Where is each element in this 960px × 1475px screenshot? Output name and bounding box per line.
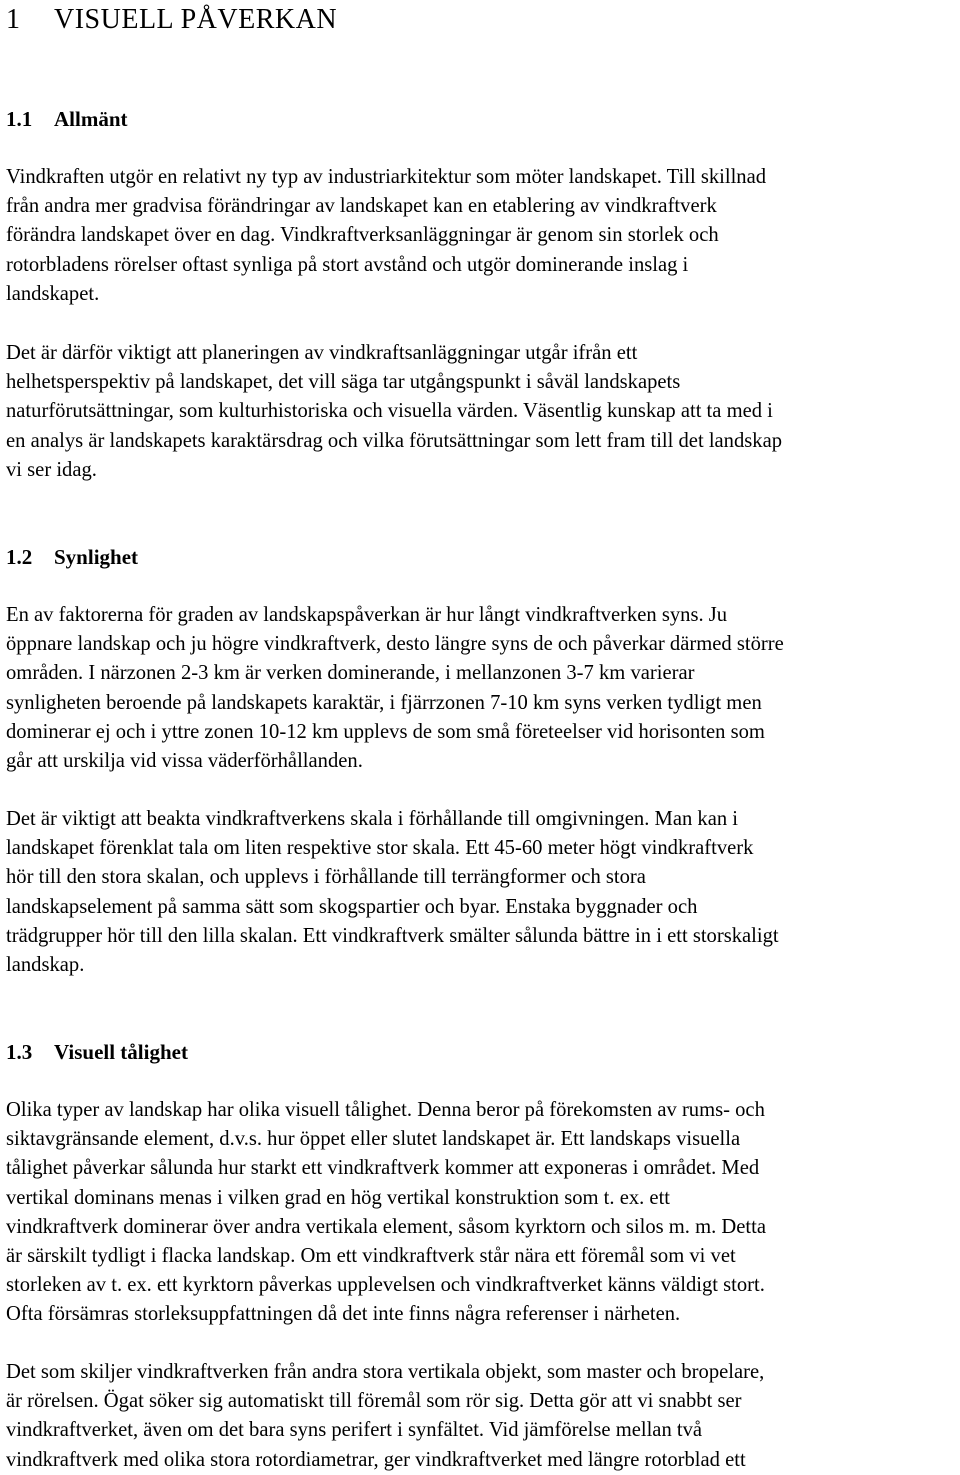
chapter-number: 1 xyxy=(6,4,21,35)
section-heading-allmant xyxy=(6,107,128,132)
text-line: storleken av t. ex. ett kyrktorn påverkas upplevelsen och vindkraftverket känns väldigt stort. xyxy=(6,1274,765,1297)
paragraph xyxy=(6,339,956,485)
paragraph xyxy=(6,1096,956,1330)
paragraph xyxy=(6,1358,956,1475)
text-line: Det är viktigt att beakta vindkraftverkens skala i förhållande till omgivningen. Man kan i xyxy=(6,808,739,830)
text-line: naturförutsättningar, som kulturhistoriska och visuella värden. Väsentlig kunskap att ta med i xyxy=(6,400,773,423)
text-line: landskap. xyxy=(6,954,85,977)
text-line: Ofta försämras storleksuppfattningen då det inte finns några referenser i närheten. xyxy=(6,1303,681,1326)
section-number: 1.3 xyxy=(6,1040,33,1064)
text-line: områden. I närzonen 2-3 km är verken dominerande, i mellanzonen 3-7 km varierar xyxy=(6,662,695,685)
section-heading-visuell-talighet xyxy=(6,1040,188,1065)
paragraph xyxy=(6,163,956,309)
text-line: är särskilt tydligt i flacka landskap. Om ett vindkraftverk står nära ett föremål som vi vet xyxy=(6,1245,736,1268)
text-line: rotorbladens rörelser oftast synliga på stort avstånd och utgör dominerande inslag i xyxy=(6,253,689,276)
text-line: trädgrupper hör till den lilla skalan. Ett vindkraftverk smälter sålunda bättre in i ett storskaligt xyxy=(6,924,779,947)
text-line: vindkraftverket, även om det bara syns perifert i synfältet. Vid jämförelse mellan två xyxy=(6,1419,703,1442)
text-line: Olika typer av landskap har olika visuell tålighet. Denna beror på förekomsten av rums- och xyxy=(6,1099,765,1121)
section-number: 1.1 xyxy=(6,107,33,131)
section-number: 1.2 xyxy=(6,545,33,569)
text-line: vindkraftverk med olika stora rotordiametrar, ger vindkraftverket med längre rotorblad ett xyxy=(6,1448,746,1471)
text-line: hör till den stora skalan, och upplevs i förhållande till terrängformer och stora xyxy=(6,866,646,889)
paragraph xyxy=(6,805,956,980)
paragraph xyxy=(6,601,956,776)
chapter-title: VISUELL PÅVERKAN xyxy=(54,4,338,35)
text-line: vertikal dominans menas i vilken grad en hög vertikal konstruktion som t. ex. ett xyxy=(6,1186,671,1209)
text-line: Vindkraften utgör en relativt ny typ av industriarkitektur som möter landskapet. Till skillnad xyxy=(6,166,767,188)
section-title: Visuell tålighet xyxy=(54,1040,188,1064)
text-line: tålighet påverkar sålunda hur starkt ett vindkraftverk kommer att exponeras i området. Med xyxy=(6,1157,760,1180)
text-line: helhetsperspektiv på landskapet, det vill säga tar utgångspunkt i såväl landskapets xyxy=(6,371,681,394)
text-line: förändra landskapet över en dag. Vindkraftverksanläggningar är genom sin storlek och xyxy=(6,224,719,247)
section-title: Allmänt xyxy=(54,107,128,131)
text-line: synligheten beroende på landskapets karaktär, i fjärrzonen 7-10 km syns verken tydligt men xyxy=(6,691,762,714)
section-heading-synlighet xyxy=(6,545,138,570)
text-line: siktavgränsande element, d.v.s. hur öppet eller slutet landskapet är. Ett landskaps visuella xyxy=(6,1128,741,1151)
text-line: Det som skiljer vindkraftverken från andra stora vertikala objekt, som master och bropelare, xyxy=(6,1361,765,1383)
text-line: öppnare landskap och ju högre vindkraftverk, desto längre syns de och påverkar därmed större xyxy=(6,633,784,656)
text-line: en analys är landskapets karaktärsdrag och vilka förutsättningar som lett fram till det landskap xyxy=(6,429,783,452)
text-line: dominerar ej och i yttre zonen 10-12 km upplevs de som små företeelser vid horisonten som xyxy=(6,720,765,743)
text-line: landskapet förenklat tala om liten respektive stor skala. Ett 45-60 meter högt vindkraftverk xyxy=(6,837,754,860)
section-title: Synlighet xyxy=(54,545,139,569)
text-line: vi ser idag. xyxy=(6,458,97,481)
text-line: från andra mer gradvisa förändringar av landskapet kan en etablering av vindkraftverk xyxy=(6,195,717,218)
text-line: landskapselement på samma sätt som skogspartier och byar. Enstaka byggnader och xyxy=(6,895,698,918)
text-line: En av faktorerna för graden av landskapspåverkan är hur långt vindkraftverken syns. Ju xyxy=(6,604,728,626)
text-line: vindkraftverk dominerar över andra vertikala element, såsom kyrktorn och silos m. m. Detta xyxy=(6,1215,767,1238)
text-line: är rörelsen. Ögat söker sig automatiskt till föremål som rör sig. Detta gör att vi snabbt ser xyxy=(6,1390,742,1413)
text-line: Det är därför viktigt att planeringen av vindkraftsanläggningar utgår ifrån ett xyxy=(6,342,638,364)
chapter-heading xyxy=(6,4,337,36)
text-line: landskapet. xyxy=(6,282,100,305)
text-line: går att urskilja vid vissa väderförhållanden. xyxy=(6,750,363,773)
